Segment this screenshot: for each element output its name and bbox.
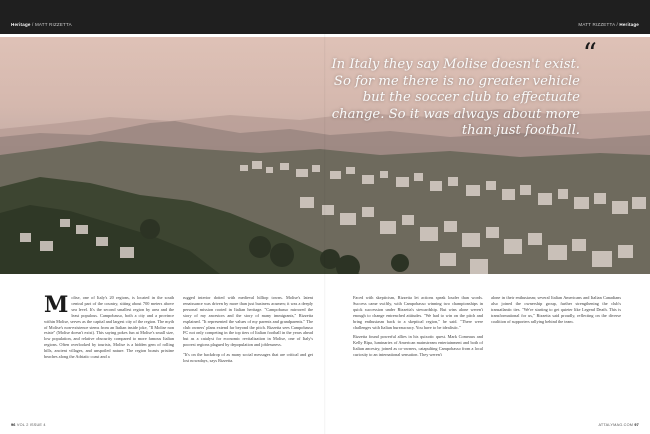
pull-quote: In Italy they say Molise doesn't exist. So for me there is no greater vehicle but the soccer club to effectuate change. So it was always about more than just football.: [331, 57, 580, 139]
header-author-left: MATT RIZZETTA: [34, 22, 72, 27]
article-column-3: [353, 295, 483, 362]
article-paragraph: "It's on the backdrop of as many social messages that are critical and get lost nowadays, says Rizzetta.: [183, 352, 313, 364]
article-column-2: [183, 295, 313, 368]
header-section-left: Heritage: [11, 22, 31, 27]
header-right: MATT RIZZETTA / Heritage: [578, 22, 639, 27]
article-paragraph: Rizzetta found powerful allies in his quixotic quest. Mark Comeaux and Kelly Ripa, luminaries of American mainstream entertainment and both of Italian ancestry, joined as co-owners, catapulting Campobasso from a local curiosity to an international sensation. They weren't: [353, 334, 483, 358]
page-number-right: 97: [634, 423, 639, 427]
issue-label: VOL 2 ISSUE 4: [16, 423, 46, 427]
article-paragraph: rugged interior dotted with medieval hilltop towns. Molise's latent renaissance was driven by more than just business acumen; it was a deeply personal mission rooted in Italian heritage. "Campobasso mirrored the story of my ancestors and the story of many immigrants," Rizzetta explained. "It represented the values of my parents and grandparents." The club owners' plans extend far beyond the pitch. Rizzetta sees Campobasso FC not only competing in the top tiers of Italian football in the years ahead but as a catalyst for economic revitalization in Molise, one of Italy's poorest regions plagued by depopulation and joblessness.: [183, 295, 313, 348]
article-column-4: [491, 295, 621, 329]
header-left: Heritage / MATT RIZZETTA: [11, 22, 72, 27]
header-author-right: MATT RIZZETTA: [578, 22, 616, 27]
article-paragraph: olise, one of Italy's 20 regions, is located in the south central part of the country, sitting about 700 meters above sea level. It's the second smallest region by area and the least populous. Campobasso, both a city and a province within Molise, serves as the capital and largest city of the region. The myth of Molise's non-existence stems from an Italian inside joke, "Il Molise non esiste" (Molise doesn't exist). This saying pokes fun at Molise's small size, low population, and relative obscurity compared to more famous Italian regions. Often overlooked by tourists, Molise is a hidden gem of rolling hills, ancient villages, and unspoiled nature. The region boasts pristine beaches along the Adriatic coast and a: [44, 295, 174, 360]
article-paragraph: alone in their enthusiasm; several Italian Americans and Italian Canadians also joined the ownership group, further strengthening the club's transatlantic ties. "We're starting to get quieter like Legend Death. This is transformational for us," Rizzetta said proudly, reflecting on the diverse coalition of supporters rallying behind the team.: [491, 295, 621, 324]
article-column-1: [44, 292, 174, 364]
header-section-right: Heritage: [619, 22, 639, 27]
header-bar: [0, 0, 650, 34]
footer-right: [598, 423, 639, 427]
page-number-left: 96: [11, 423, 16, 427]
drop-cap: M: [44, 292, 69, 318]
quote-mark-icon: “: [582, 37, 597, 70]
site-label: ATTALYMAG.COM: [598, 423, 634, 427]
page-gutter: [324, 34, 326, 434]
footer-left: [11, 423, 46, 427]
article-paragraph: Faced with skepticism, Rizzetta let actions speak louder than words. Success came swiftly, with Campobasso winning two championships in quick succession under Rizzetta's stewardship. But wins alone weren't enough to change entrenched attitudes. "We had to win on the pitch and bring enthusiasm back to a skeptical region," he said. "There were challenges with Italian bureaucracy. You have to be idealistic.": [353, 295, 483, 330]
